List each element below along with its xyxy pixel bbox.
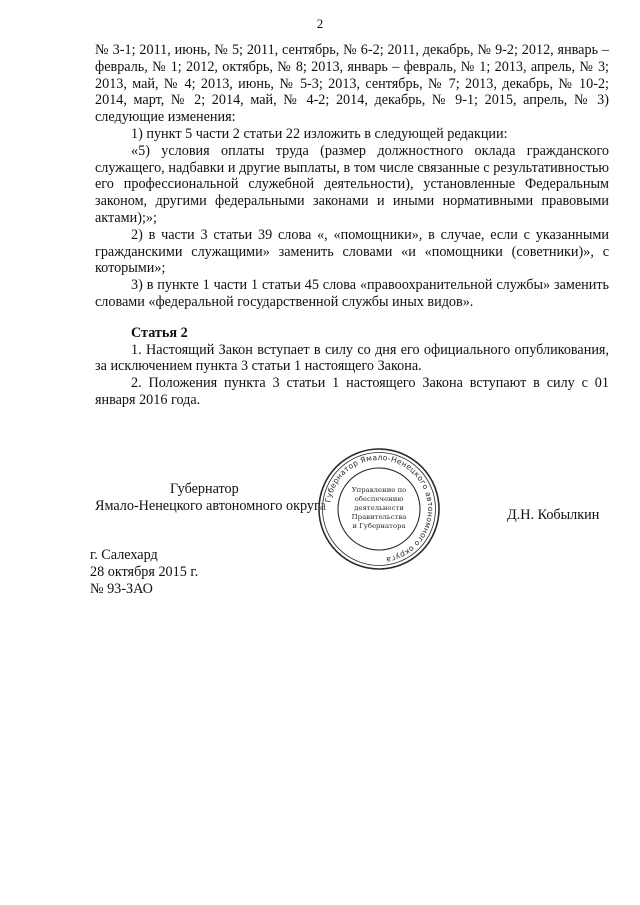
amendment-item-1: 1) пункт 5 части 2 статьи 22 изложить в следующей редакции:	[131, 125, 508, 142]
official-seal-stamp	[317, 447, 441, 571]
page-number: 2	[316, 16, 324, 31]
article-2-paragraph-1: 1. Настоящий Закон вступает в силу со дня его официального опубликования, за исключением пункта 3 статьи 1 настоящего Закона.	[95, 341, 609, 375]
article-2-paragraph-2: 2. Положения пункта 3 статьи 1 настоящего Закона вступают в силу с 01 января 2016 года.	[95, 375, 609, 408]
signing-date: 28 октября 2015 г.	[90, 564, 199, 580]
signatory-name: Д.Н. Кобылкин	[507, 507, 600, 523]
signatory-region: Ямало-Ненецкого автономного округа	[95, 498, 327, 514]
seal-icon	[317, 447, 441, 571]
amendment-item-3: 3) в пункте 1 части 1 статьи 45 слова «правоохранительной службы» заменить словами «федеральной государственной службы иных видов».	[95, 277, 609, 310]
law-number: № 93-ЗАО	[90, 581, 153, 597]
seal-center-line: деятельности	[354, 504, 404, 512]
amendment-item-2: 2) в части 3 статьи 39 слова «, «помощники», в случае, если с указанными гражданскими служащими» заменить словами «и «помощники (советники)», с которыми»;	[95, 226, 609, 277]
seal-center-line: и Губернатора	[352, 522, 406, 530]
seal-center-line: обеспечению	[354, 495, 404, 503]
place-of-signing: г. Салехард	[90, 547, 158, 563]
signatory-title: Губернатор	[170, 481, 239, 497]
seal-center-line: Управление по	[351, 486, 407, 494]
document-footer	[90, 547, 198, 598]
law-text	[95, 42, 609, 409]
seal-ring-text: Губернатор Ямало-Ненецкого автономного округа	[323, 452, 436, 565]
amendment-intro: № 3-1; 2011, июнь, № 5; 2011, сентябрь, № 6-2; 2011, декабрь, № 9-2; 2012, январь – февраль, № 1; 2012, октябрь, № 8; 2013, январь – февраль, № 1; 2013, апрель, № 3; 2013, май, № 4; 2013, июнь, № 5-3; 2013, сентябрь, № 7; 2013, декабрь, № 10-2; 2014, март, № 2; 2014, май, № 4-2; 2014, декабрь, № 9-1; 2015, апрель, № 3) следующие изменения:	[95, 42, 609, 126]
seal-center-line: Правительства	[351, 513, 407, 521]
article-2-heading: Статья 2	[131, 324, 188, 341]
amendment-item-1-quote: «5) условия оплаты труда (размер должностного оклада гражданского служащего, надбавки и другие выплаты, в том числе связанные с результативностью его профессиональной служебной деятельности), установленные Федеральным законом, другими федеральными законами и иными нормативными правовыми актами);»;	[95, 142, 609, 226]
